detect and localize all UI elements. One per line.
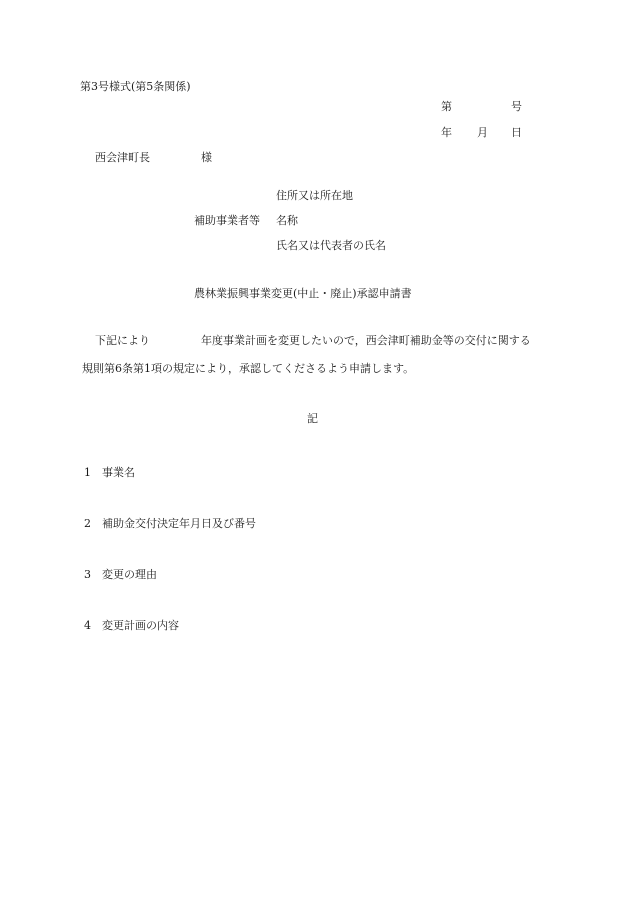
doc-number-suffix: 号 bbox=[511, 100, 522, 113]
body-line1-start: 下記により bbox=[95, 334, 150, 347]
item-4-number: 4 bbox=[84, 619, 91, 632]
addressee-name: 西会津町長 bbox=[95, 151, 150, 164]
item-1-number: 1 bbox=[84, 466, 91, 479]
ki-heading: 記 bbox=[307, 412, 318, 425]
representative-label: 氏名又は代表者の氏名 bbox=[276, 239, 386, 252]
body-line2: 規則第6条第1項の規定により，承認してくださるよう申請します。 bbox=[82, 362, 415, 375]
item-2-label: 補助金交付決定年月日及び番号 bbox=[102, 517, 256, 530]
addressee-honorific: 様 bbox=[201, 151, 212, 164]
address-label: 住所又は所在地 bbox=[276, 189, 353, 202]
date-day: 日 bbox=[511, 126, 522, 139]
item-3-label: 変更の理由 bbox=[102, 568, 157, 581]
name-label: 名称 bbox=[276, 214, 298, 227]
date-month: 月 bbox=[477, 126, 488, 139]
item-3-number: 3 bbox=[84, 568, 91, 581]
date-year: 年 bbox=[441, 126, 452, 139]
item-2-number: 2 bbox=[84, 517, 91, 530]
applicant-group-label: 補助事業者等 bbox=[194, 214, 260, 227]
doc-number-prefix: 第 bbox=[441, 100, 452, 113]
form-number: 第3号様式(第5条関係) bbox=[80, 80, 191, 93]
item-4-label: 変更計画の内容 bbox=[102, 619, 179, 632]
document-title: 農林業振興事業変更(中止・廃止)承認申請書 bbox=[194, 287, 412, 300]
body-line1-rest: 年度事業計画を変更したいので，西会津町補助金等の交付に関する bbox=[201, 334, 531, 347]
item-1-label: 事業名 bbox=[102, 466, 135, 479]
